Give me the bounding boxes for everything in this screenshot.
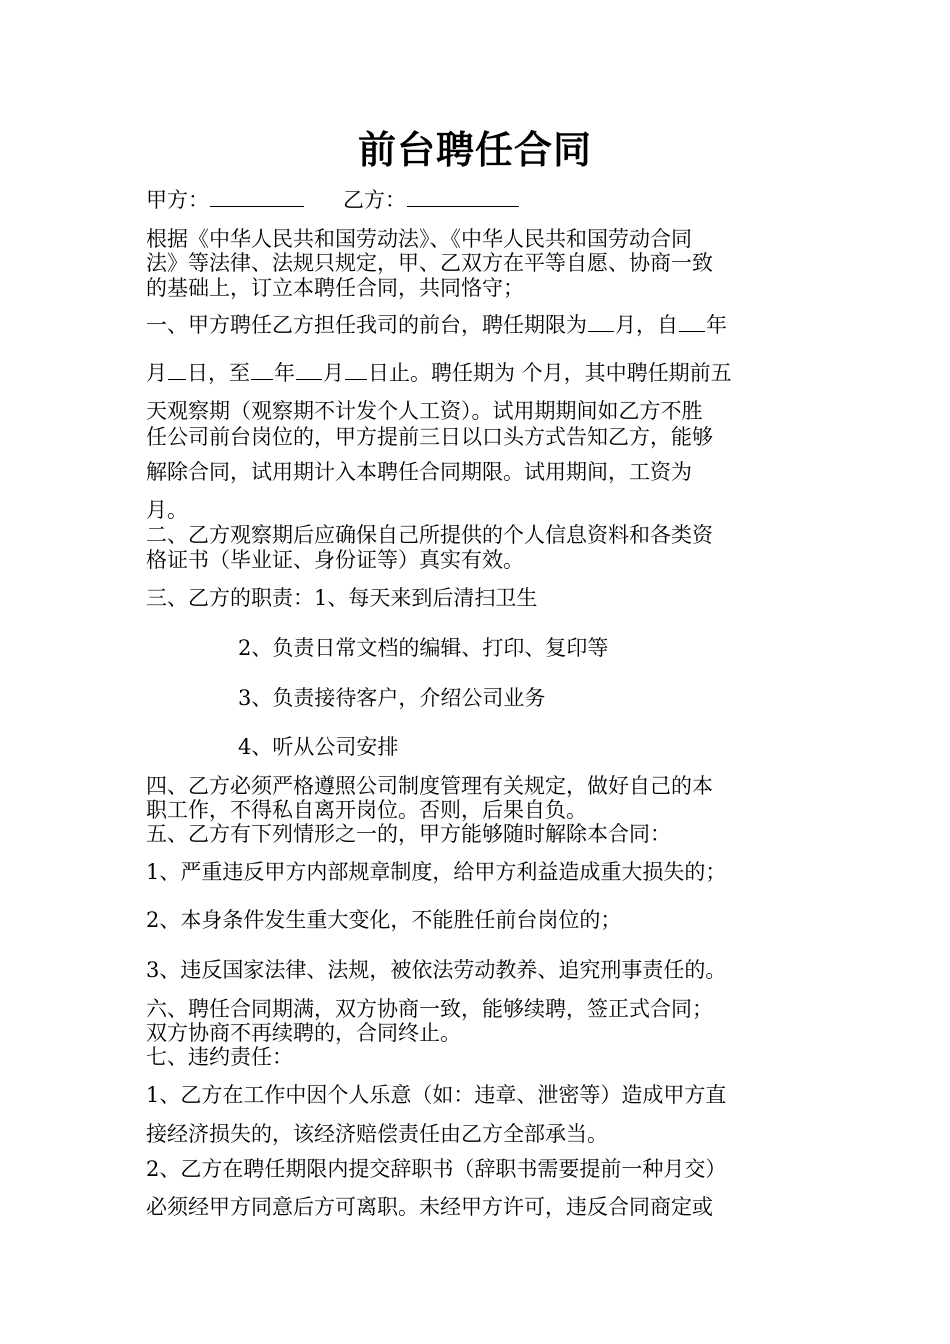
clause-1-line: 任公司前台岗位的，甲方提前三日以口头方式告知乙方，能够 bbox=[146, 425, 713, 449]
duty-item: 3、负责接待客户，介绍公司业务 bbox=[238, 686, 546, 710]
clause-4-line: 职工作，不得私自离开岗位。否则，后果自负。 bbox=[146, 798, 587, 822]
end-year-blank bbox=[251, 359, 273, 380]
start-day-blank bbox=[168, 359, 186, 380]
clause-1-text: 月 bbox=[323, 361, 344, 385]
clause-7-heading: 七、违约责任： bbox=[146, 1045, 293, 1069]
clause-7-line: 必须经甲方同意后方可离职。未经甲方许可，违反合同商定或 bbox=[146, 1195, 713, 1219]
party-a-label: 甲方： bbox=[146, 188, 209, 212]
clause-7-line: 接经济损失的，该经济赔偿责任由乙方全部承当。 bbox=[146, 1122, 608, 1146]
party-a-blank bbox=[210, 186, 304, 207]
clause-7-line: 1、乙方在工作中因个人乐意（如：违章、泄密等）造成甲方直 bbox=[146, 1083, 727, 1107]
end-month-blank bbox=[296, 359, 322, 380]
intro-line: 的基础上，订立本聘任合同，共同恪守； bbox=[146, 276, 524, 300]
clause-5-heading: 五、乙方有下列情形之一的，甲方能够随时解除本合同： bbox=[146, 822, 671, 846]
clause-1-text: 年 bbox=[706, 313, 727, 337]
document-title: 前台聘任合同 bbox=[357, 127, 592, 172]
party-b-blank bbox=[407, 186, 519, 207]
clause-2-line: 二、乙方观察期后应确保自己所提供的个人信息资料和各类资 bbox=[146, 523, 713, 547]
clause-6-line: 六、聘任合同期满，双方协商一致，能够续聘，签正式合同； bbox=[146, 997, 713, 1021]
clause-6-line: 双方协商不再续聘的，合同终止。 bbox=[146, 1021, 461, 1045]
intro-line: 根据《中华人民共和国劳动法》、《中华人民共和国劳动合同 bbox=[146, 227, 692, 251]
clause-1-line bbox=[146, 359, 810, 387]
parties-line bbox=[146, 186, 810, 214]
intro-line: 法》等法律、法规只规定，甲、乙双方在平等自愿、协商一致 bbox=[146, 251, 713, 275]
start-year-blank bbox=[679, 311, 705, 332]
clause-4-line: 四、乙方必须严格遵照公司制度管理有关规定，做好自己的本 bbox=[146, 774, 713, 798]
clause-1-line bbox=[146, 311, 810, 339]
termination-item: 1、严重违反甲方内部规章制度，给甲方利益造成重大损失的； bbox=[146, 860, 727, 884]
clause-1-line: 解除合同，试用期计入本聘任合同期限。试用期间，工资为 bbox=[146, 460, 692, 484]
termination-item: 2、本身条件发生重大变化，不能胜任前台岗位的； bbox=[146, 908, 622, 932]
clause-1-text: 月 bbox=[146, 361, 167, 385]
clause-1-text: 一、甲方聘任乙方担任我司的前台，聘任期限为 bbox=[146, 313, 587, 337]
clause-3-heading: 三、乙方的职责：1、每天来到后清扫卫生 bbox=[146, 586, 538, 610]
clause-1-text: 年 bbox=[274, 361, 295, 385]
duty-item: 4、听从公司安排 bbox=[238, 735, 399, 759]
clause-7-line: 2、乙方在聘任期限内提交辞职书（辞职书需要提前一种月交） bbox=[146, 1157, 727, 1181]
termination-item: 3、违反国家法律、法规，被依法劳动教养、追究刑事责任的。 bbox=[146, 958, 727, 982]
clause-1-text: 日止。聘任期为 个月，其中聘任期前五 bbox=[368, 361, 732, 385]
clause-1-text: 日，至 bbox=[187, 361, 250, 385]
clause-2-line: 格证书（毕业证、身份证等）真实有效。 bbox=[146, 548, 524, 572]
clause-1-text: 月，自 bbox=[615, 313, 678, 337]
end-day-blank bbox=[345, 359, 367, 380]
clause-1-line: 月。 bbox=[146, 498, 188, 522]
clause-1-line: 天观察期（观察期不计发个人工资）。试用期期间如乙方不胜 bbox=[146, 399, 703, 423]
duty-item: 2、负责日常文档的编辑、打印、复印等 bbox=[238, 636, 609, 660]
party-b-label: 乙方： bbox=[343, 188, 406, 212]
term-months-blank bbox=[588, 311, 614, 332]
